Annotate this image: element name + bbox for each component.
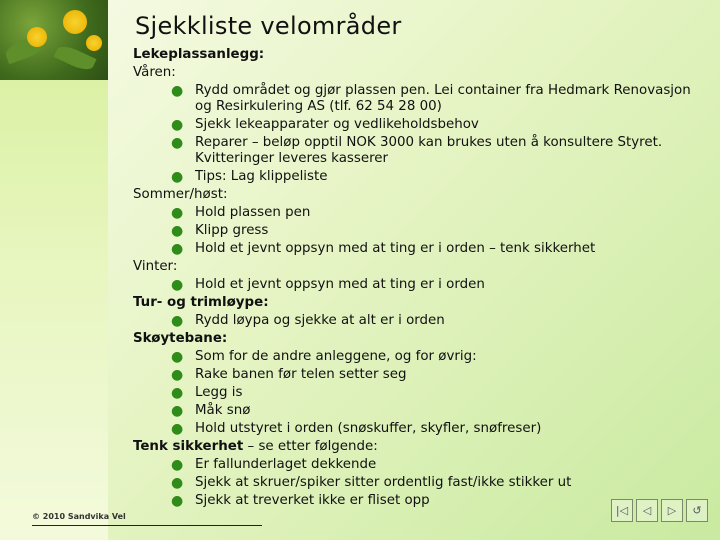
list-item (133, 116, 708, 134)
bullet-icon: ● (171, 367, 184, 383)
list-item (133, 222, 708, 240)
section-label: Lekeplassanlegg: (133, 47, 265, 62)
list-item-text: Hold et jevnt oppsyn med at ting er i orden – tenk sikkerhet (195, 241, 596, 256)
left-decor-strip (0, 0, 108, 540)
list-item (133, 402, 708, 420)
section-heading (133, 46, 708, 64)
bullet-icon: ● (171, 135, 184, 151)
bullet-icon: ● (171, 117, 184, 133)
return-button[interactable] (686, 499, 708, 522)
next-slide-icon: ▷ (667, 504, 677, 517)
list-item (133, 474, 708, 492)
bullet-icon: ● (171, 205, 184, 221)
list-item (133, 366, 708, 384)
list-item (133, 348, 708, 366)
list-item (133, 420, 708, 438)
section-label: Tenk sikkerhet (133, 439, 244, 454)
list-item-text: Rydd området og gjør plassen pen. Lei container fra Hedmark Renovasjon og Resirkulering AS (tlf. 62 54 28 00) (195, 83, 691, 114)
list-item-text: Tips: Lag klippeliste (195, 169, 328, 184)
bullet-icon: ● (171, 421, 184, 437)
bullet-icon: ● (171, 475, 184, 491)
flower-photo (0, 0, 108, 80)
bullet-icon: ● (171, 457, 184, 473)
bullet-icon: ● (171, 385, 184, 401)
list-item-text: Sjekk at skruer/spiker sitter ordentlig fast/ikke stikker ut (195, 475, 572, 490)
section-heading (133, 258, 708, 276)
list-item (133, 204, 708, 222)
return-icon: ↺ (692, 504, 702, 517)
list-item-text: Måk snø (195, 403, 251, 418)
section-label: Sommer/høst: (133, 187, 228, 202)
list-item-text: Er fallunderlaget dekkende (195, 457, 377, 472)
list-item (133, 240, 708, 258)
section-heading (133, 186, 708, 204)
list-item-text: Rake banen før telen setter seg (195, 367, 407, 382)
previous-slide-button[interactable] (636, 499, 658, 522)
bullet-icon: ● (171, 169, 184, 185)
page-title: Sjekkliste velområder (135, 12, 402, 40)
checklist-content (133, 46, 708, 510)
section-heading (133, 294, 708, 312)
section-label: Skøytebane: (133, 331, 228, 346)
list-item-text: Hold utstyret i orden (snøskuffer, skyfler, snøfreser) (195, 421, 542, 436)
section-heading (133, 330, 708, 348)
list-item (133, 312, 708, 330)
list-item-text: Som for de andre anleggene, og for øvrig: (195, 349, 477, 364)
list-item (133, 134, 708, 168)
bullet-icon: ● (171, 313, 184, 329)
bullet-icon: ● (171, 241, 184, 257)
copyright-footer: © 2010 Sandvika Vel (32, 512, 126, 521)
list-item-text: Sjekk at treverket ikke er fliset opp (195, 493, 430, 508)
bullet-icon: ● (171, 403, 184, 419)
list-item (133, 168, 708, 186)
footer-rule (32, 525, 262, 526)
list-item (133, 384, 708, 402)
bullet-icon: ● (171, 349, 184, 365)
section-heading (133, 64, 708, 82)
list-item (133, 276, 708, 294)
first-slide-button[interactable] (611, 499, 633, 522)
next-slide-button[interactable] (661, 499, 683, 522)
section-label: Tur- og trimløype: (133, 295, 269, 310)
list-item-text: Sjekk lekeapparater og vedlikeholdsbehov (195, 117, 479, 132)
bullet-icon: ● (171, 277, 184, 293)
previous-slide-icon: ◁ (642, 504, 652, 517)
list-item-text: Klipp gress (195, 223, 269, 238)
list-item-text: Hold plassen pen (195, 205, 311, 220)
section-label: Vinter: (133, 259, 178, 274)
bullet-icon: ● (171, 493, 184, 509)
slide-navigation (611, 499, 708, 522)
bullet-icon: ● (171, 83, 184, 99)
list-item-text: Rydd løypa og sjekke at alt er i orden (195, 313, 445, 328)
list-item-text: Hold et jevnt oppsyn med at ting er i orden (195, 277, 485, 292)
section-label: Våren: (133, 65, 176, 80)
first-slide-icon: |◁ (615, 504, 629, 517)
list-item (133, 82, 708, 116)
list-item-text: Legg is (195, 385, 243, 400)
section-label-suffix: – se etter følgende: (243, 439, 378, 454)
bullet-icon: ● (171, 223, 184, 239)
list-item-text: Reparer – beløp opptil NOK 3000 kan brukes uten å konsultere Styret. Kvitteringer leveres kasserer (195, 135, 663, 166)
section-heading (133, 438, 708, 456)
list-item (133, 456, 708, 474)
